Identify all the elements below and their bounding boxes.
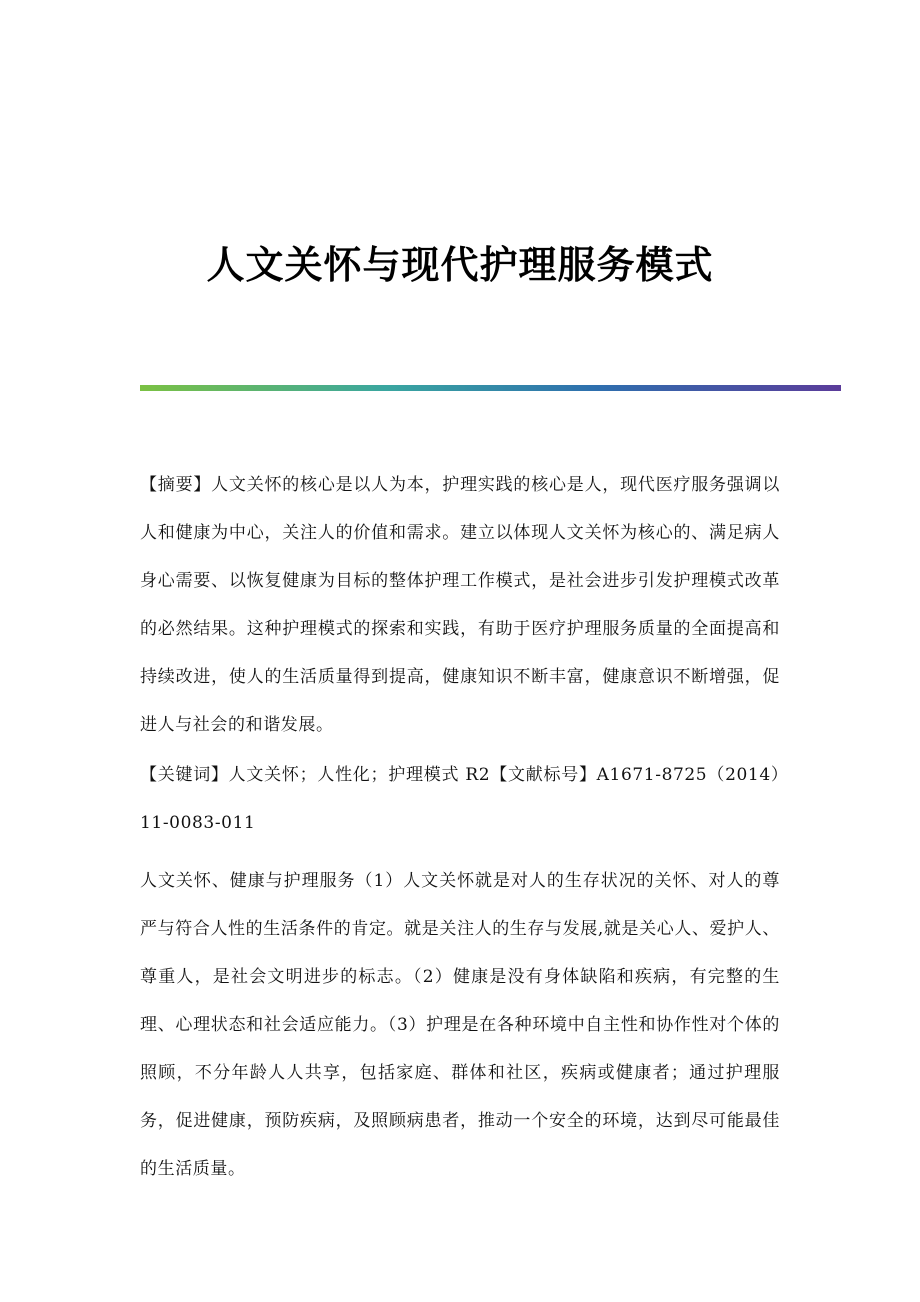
abstract-paragraph: 【摘要】人文关怀的核心是以人为本，护理实践的核心是人，现代医疗服务强调以人和健康为中心，关注人的价值和需求。建立以体现人文关怀为核心的、满足病人身心需要、以恢复健康为目标的整体护理工作模式，是社会进步引发护理模式改革的必然结果。这种护理模式的探索和实践，有助于医疗护理服务质量的全面提高和持续改进，使人的生活质量得到提高，健康知识不断丰富，健康意识不断增强，促进人与社会的和谐发展。: [140, 475, 780, 735]
page-title: 人文关怀与现代护理服务模式: [206, 242, 714, 288]
keywords-paragraph: 【关键词】人文关怀；人性化；护理模式 R2【文献标号】A1671-8725（2014）11-0083-011: [140, 765, 780, 833]
title-divider: [140, 385, 841, 391]
section-paragraph: 人文关怀、健康与护理服务（1）人文关怀就是对人的生存状况的关怀、对人的尊严与符合人性的生活条件的肯定。就是关注人的生存与发展,就是关心人、爱护人、尊重人，是社会文明进步的标志。（2）健康是没有身体缺陷和疾病，有完整的生理、心理状态和社会适应能力。（3）护理是在各种环境中自主性和协作性对个体的照顾，不分年龄人人共享，包括家庭、群体和社区，疾病或健康者；通过护理服务，促进健康，预防疾病，及照顾病患者，推动一个安全的环境，达到尽可能最佳的生活质量。: [140, 871, 780, 1179]
